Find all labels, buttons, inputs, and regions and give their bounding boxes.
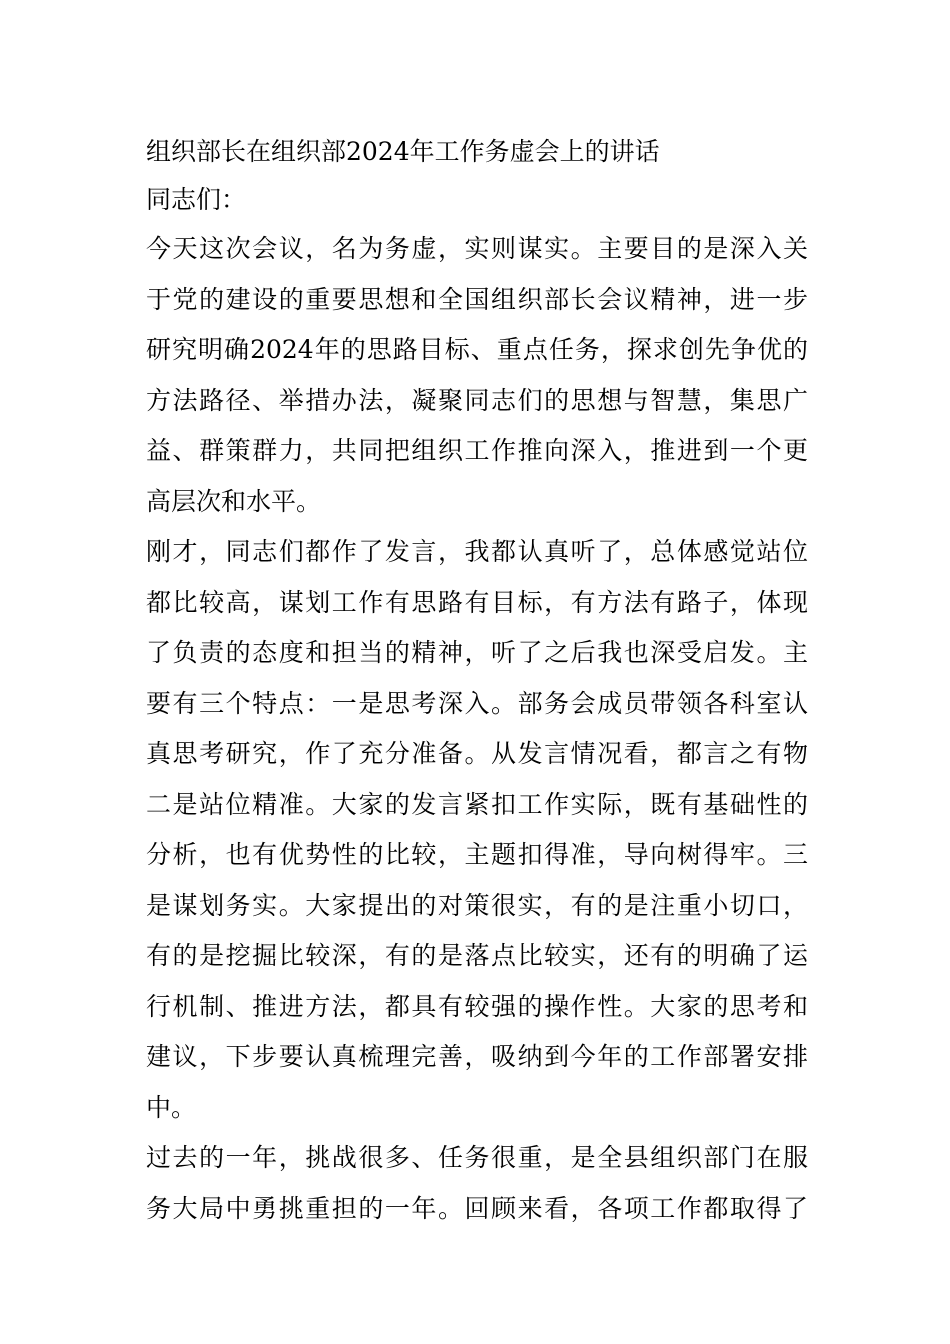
paragraph-line: 方法路径、举措办法，凝聚同志们的思想与智慧，集思广	[146, 385, 808, 415]
paragraph-line: 于党的建设的重要思想和全国组织部长会议精神，进一步	[146, 284, 808, 314]
paragraph-line: 有的是挖掘比较深，有的是落点比较实，还有的明确了运	[146, 941, 808, 970]
paragraph-line: 益、群策群力，共同把组织工作推向深入，推进到一个更	[146, 436, 808, 465]
paragraph-line: 了负责的态度和担当的精神，听了之后我也深受启发。主	[146, 638, 808, 667]
paragraph-2	[146, 527, 808, 1133]
paragraph-line: 刚才，同志们都作了发言，我都认真听了，总体感觉站位	[146, 537, 808, 566]
paragraph-line: 务大局中勇挑重担的一年。回顾来看，各项工作都取得了	[146, 1193, 808, 1223]
document-title: 组织部长在组织部2024年工作务虚会上的讲话	[146, 137, 660, 166]
paragraph-line: 是谋划务实。大家提出的对策很实，有的是注重小切口，	[146, 890, 808, 920]
paragraph-line: 高层次和水平。	[146, 486, 322, 516]
salutation: 同志们：	[146, 185, 247, 214]
paragraph-line: 今天这次会议，名为务虚，实则谋实。主要目的是深入关	[146, 234, 808, 263]
paragraph-3	[146, 1133, 808, 1234]
paragraph-line: 过去的一年，挑战很多、任务很重，是全县组织部门在服	[146, 1143, 808, 1172]
paragraph-1	[146, 224, 808, 527]
paragraph-line: 研究明确2024年的思路目标、重点任务，探求创先争优的	[146, 335, 808, 364]
document-body	[146, 128, 808, 1234]
paragraph-line: 真思考研究，作了充分准备。从发言情况看，都言之有物	[146, 739, 808, 768]
paragraph-line: 建议，下步要认真梳理完善，吸纳到今年的工作部署安排	[146, 1042, 808, 1071]
paragraph-line: 要有三个特点：一是思考深入。部务会成员带领各科室认	[146, 688, 808, 718]
paragraph-line: 行机制、推进方法，都具有较强的操作性。大家的思考和	[146, 991, 808, 1021]
paragraph-line: 都比较高，谋划工作有思路有目标，有方法有路子，体现	[146, 587, 808, 617]
paragraph-line: 二是站位精准。大家的发言紧扣工作实际，既有基础性的	[146, 789, 808, 819]
paragraph-line: 中。	[146, 1092, 197, 1122]
paragraph-line: 分析，也有优势性的比较，主题扣得准，导向树得牢。三	[146, 840, 808, 869]
